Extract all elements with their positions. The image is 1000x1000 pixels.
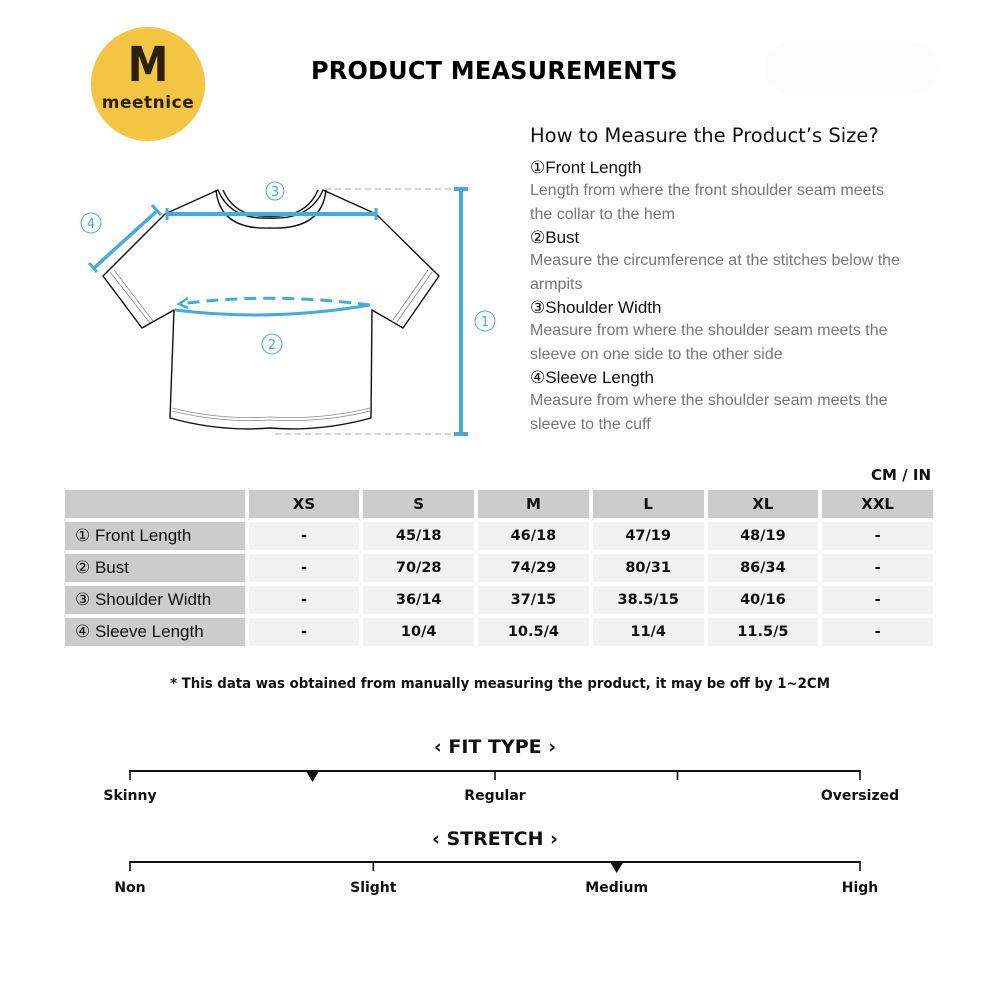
table-cell: 11/4: [593, 618, 704, 646]
howto-item-desc: Length from where the front shoulder seam meets the collar to the hem: [530, 182, 884, 223]
table-cell: 80/31: [593, 554, 704, 582]
howto-item-title: ③Shoulder Width: [530, 298, 662, 317]
row-label: ③ Shoulder Width: [65, 586, 245, 614]
marker-sleeve: 4: [86, 217, 96, 232]
table-row: [65, 586, 933, 614]
table-cell: 46/18: [478, 522, 589, 550]
table-cell: 10.5/4: [478, 618, 589, 646]
page-title: PRODUCT MEASUREMENTS: [311, 56, 678, 85]
stretch-label: Medium: [585, 880, 649, 896]
howto-item: [530, 297, 950, 366]
fit-type-label: Regular: [464, 788, 526, 804]
howto-item-desc: Measure from where the shoulder seam meets the sleeve to the cuff: [530, 392, 888, 433]
table-cell: 48/19: [708, 522, 819, 550]
unit-label: CM / IN: [871, 466, 931, 484]
table-cell: 10/4: [363, 618, 474, 646]
table-cell: 36/14: [363, 586, 474, 614]
brand-logo: [91, 27, 205, 141]
header-size-cell: XXL: [822, 490, 933, 518]
row-label: ② Bust: [65, 554, 245, 582]
table-header-row: [65, 490, 933, 518]
table-cell: 11.5/5: [708, 618, 819, 646]
table-cell: -: [249, 522, 360, 550]
marker-shoulder: 3: [270, 185, 280, 200]
howto-item: [530, 227, 950, 296]
table-cell: -: [822, 618, 933, 646]
marker-front-length: 1: [480, 315, 490, 330]
header-size-cell: XL: [708, 490, 819, 518]
table-cell: -: [822, 522, 933, 550]
measurement-disclaimer: * This data was obtained from manually measuring the product, it may be off by 1~2CM: [170, 676, 830, 692]
table-cell: 38.5/15: [593, 586, 704, 614]
row-label: ① Front Length: [65, 522, 245, 550]
table-row: [65, 522, 933, 550]
table-cell: 74/29: [478, 554, 589, 582]
fit-type-label: Oversized: [820, 788, 900, 804]
stretch-label: High: [841, 880, 879, 896]
howto-item: [530, 367, 950, 436]
table-cell: 47/19: [593, 522, 704, 550]
table-cell: -: [249, 618, 360, 646]
table-row: [65, 618, 933, 646]
header-size-cell: L: [593, 490, 704, 518]
table-cell: -: [249, 586, 360, 614]
howto-item-desc: Measure the circumference at the stitches below the armpits: [530, 252, 900, 293]
table-cell: -: [249, 554, 360, 582]
header-size-cell: XS: [249, 490, 360, 518]
howto-item-title: ②Bust: [530, 228, 580, 247]
header-corner-cell: [65, 490, 245, 518]
table-cell: 45/18: [363, 522, 474, 550]
tshirt-measurement-diagram: [70, 170, 510, 450]
howto-item: [530, 157, 950, 226]
table-cell: -: [822, 554, 933, 582]
howto-item-desc: Measure from where the shoulder seam meets the sleeve on one side to the other side: [530, 322, 888, 363]
marker-bust: 2: [267, 338, 277, 353]
howto-item-title: ④Sleeve Length: [530, 368, 654, 387]
header-size-cell: S: [363, 490, 474, 518]
stretch-indicator-icon: [611, 863, 623, 873]
table-cell: 86/34: [708, 554, 819, 582]
table-cell: 37/15: [478, 586, 589, 614]
faint-background-shape: [765, 40, 937, 96]
size-chart-table: [65, 490, 933, 650]
table-cell: -: [822, 586, 933, 614]
row-label: ④ Sleeve Length: [65, 618, 245, 646]
fit-type-indicator-icon: [307, 772, 319, 782]
logo-wordmark: meetnice: [101, 93, 195, 113]
how-to-measure-section: [530, 124, 950, 437]
how-to-measure-title: How to Measure the Product’s Size?: [530, 124, 879, 147]
table-cell: 70/28: [363, 554, 474, 582]
table-row: [65, 554, 933, 582]
tshirt-outline: [103, 190, 439, 429]
stretch-label: Non: [114, 880, 146, 896]
fit-type-label: Skinny: [103, 788, 157, 804]
howto-item-title: ①Front Length: [530, 158, 642, 177]
table-cell: 40/16: [708, 586, 819, 614]
header-size-cell: M: [478, 490, 589, 518]
logo-letter: M: [127, 37, 169, 93]
fit-type-title: ‹ FIT TYPE ›: [433, 736, 557, 758]
stretch-label: Slight: [350, 880, 397, 896]
stretch-title: ‹ STRETCH ›: [432, 828, 558, 850]
